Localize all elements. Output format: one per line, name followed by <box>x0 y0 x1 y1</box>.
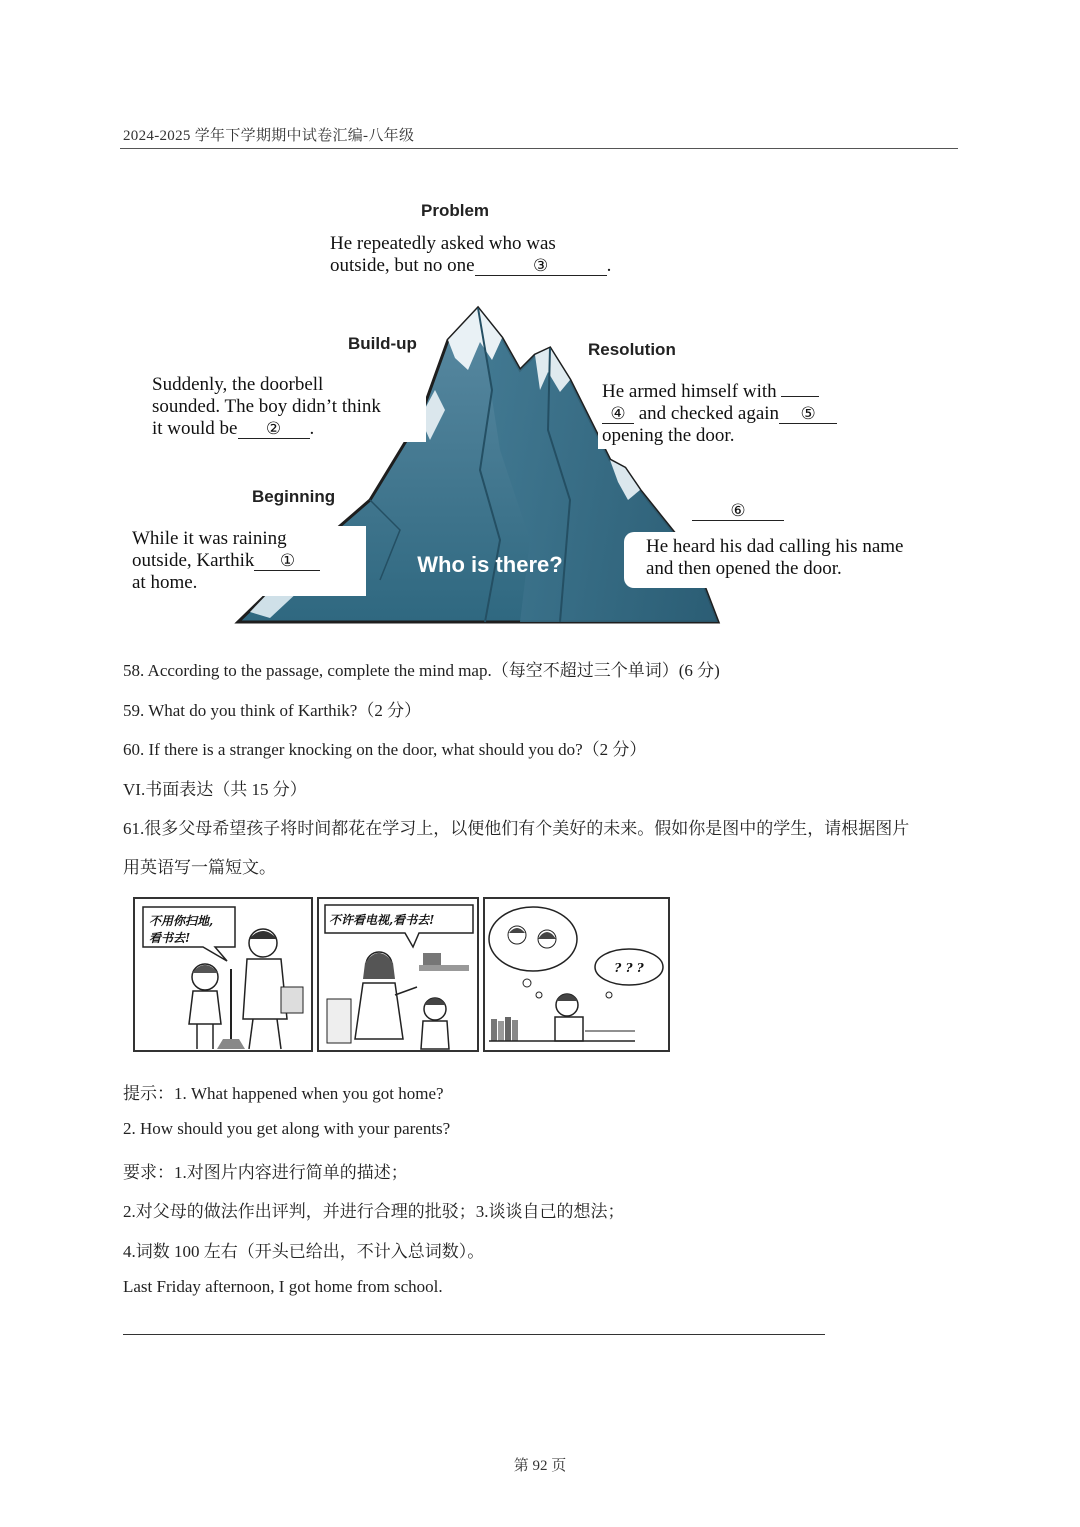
ending-text <box>624 532 942 588</box>
section-6-heading: VI.书面表达（共 15 分） <box>123 780 307 799</box>
blank-3-number: ③ <box>532 256 549 276</box>
blank-6-number: ⑥ <box>730 501 746 521</box>
build-up-line-1: Suddenly, the doorbell <box>152 374 324 395</box>
problem-line-2-prefix: outside, but no one <box>330 255 475 276</box>
requirement-4: 4.词数 100 左右（开头已给出，不计入总词数）。 <box>123 1242 485 1261</box>
blank-4[interactable] <box>602 403 634 424</box>
page-header-title: 2024-2025 学年下学期期中试卷汇编-八年级 <box>123 128 415 144</box>
essay-opening: Last Friday afternoon, I got home from school. <box>123 1277 443 1296</box>
blank-4-number: ④ <box>610 404 626 424</box>
problem-heading: Problem <box>421 201 490 220</box>
beginning-heading: Beginning <box>252 487 336 506</box>
panel-1-bubble-line-1: 不用你扫地, <box>149 914 214 928</box>
blank-2[interactable] <box>238 418 310 439</box>
hint-2: 2. How should you get along with your parents? <box>123 1119 451 1138</box>
panel-2-bubble: 不许看电视,看书去! <box>329 913 435 927</box>
problem-line-2 <box>330 255 630 277</box>
mountain-center-label: Who is there? <box>417 552 563 577</box>
problem-text <box>330 233 630 277</box>
requirement-1: 要求：1.对图片内容进行简单的描述； <box>123 1163 408 1182</box>
blank-1-number: ① <box>279 551 296 571</box>
build-up-heading: Build-up <box>348 334 417 353</box>
page-number: 第 92 页 <box>513 1458 567 1474</box>
resolution-line-2-text: and checked again <box>638 403 780 424</box>
comic-panel-3-drawing <box>485 899 668 1050</box>
comic-panel-2 <box>317 897 479 1052</box>
blank-6[interactable] <box>692 500 784 521</box>
resolution-line-3: opening the door. <box>602 425 735 446</box>
comic-panel-2-drawing <box>319 899 477 1050</box>
header-divider <box>120 148 958 149</box>
blank-1[interactable] <box>254 550 320 571</box>
beginning-line-2-prefix: outside, Karthik <box>132 550 255 571</box>
build-up-line-3 <box>152 418 422 440</box>
resolution-line-1 <box>602 376 868 403</box>
blank-3[interactable] <box>475 255 607 276</box>
blank-4-extension <box>781 376 819 397</box>
question-61-line-1: 61.很多父母希望孩子将时间都花在学习上，以便他们有个美好的未来。假如你是图中的学生，请根据图片 <box>123 819 910 838</box>
question-61-line-2: 用英语写一篇短文。 <box>123 858 276 877</box>
ending-blank-row <box>692 500 784 522</box>
comic-panel-1-drawing <box>135 899 311 1050</box>
comic-panel-3 <box>483 897 670 1052</box>
problem-line-1: He repeatedly asked who was <box>330 233 556 254</box>
panel-1-bubble-line-2: 看书去! <box>149 931 191 945</box>
comic-panel-1 <box>133 897 313 1052</box>
ending-line-1: He heard his dad calling his name <box>646 536 904 557</box>
hint-1: 提示：1. What happened when you got home? <box>123 1084 444 1103</box>
build-up-line-3-suffix: . <box>309 418 315 439</box>
blank-5[interactable] <box>779 403 837 424</box>
question-60: 60. If there is a stranger knocking on the door, what should you do?（2 分） <box>123 740 647 759</box>
problem-line-2-suffix: . <box>606 255 612 276</box>
question-59: 59. What do you think of Karthik?（2 分） <box>123 701 422 720</box>
beginning-line-2 <box>132 550 362 572</box>
resolution-text <box>598 374 872 449</box>
question-58: 58. According to the passage, complete the mind map.（每空不超过三个单词）(6 分) <box>123 661 720 680</box>
blank-5-number: ⑤ <box>800 404 816 424</box>
blank-2-number: ② <box>265 419 282 439</box>
resolution-line-1-text: He armed himself with <box>602 381 777 402</box>
resolution-heading: Resolution <box>588 340 676 359</box>
beginning-text <box>128 526 366 596</box>
panel-3-thought: ? ? ? <box>614 961 644 975</box>
beginning-line-3: at home. <box>132 572 198 593</box>
answer-line[interactable] <box>123 1334 825 1335</box>
ending-line-2: and then opened the door. <box>646 558 842 579</box>
beginning-line-1: While it was raining <box>132 528 287 549</box>
requirement-2-3: 2.对父母的做法作出评判，并进行合理的批驳；3.谈谈自己的想法； <box>123 1202 625 1221</box>
build-up-line-2: sounded. The boy didn’t think <box>152 396 381 417</box>
build-up-line-3-prefix: it would be <box>152 418 238 439</box>
resolution-line-2 <box>602 403 868 425</box>
comic-strip <box>133 897 670 1052</box>
build-up-text <box>148 372 426 442</box>
